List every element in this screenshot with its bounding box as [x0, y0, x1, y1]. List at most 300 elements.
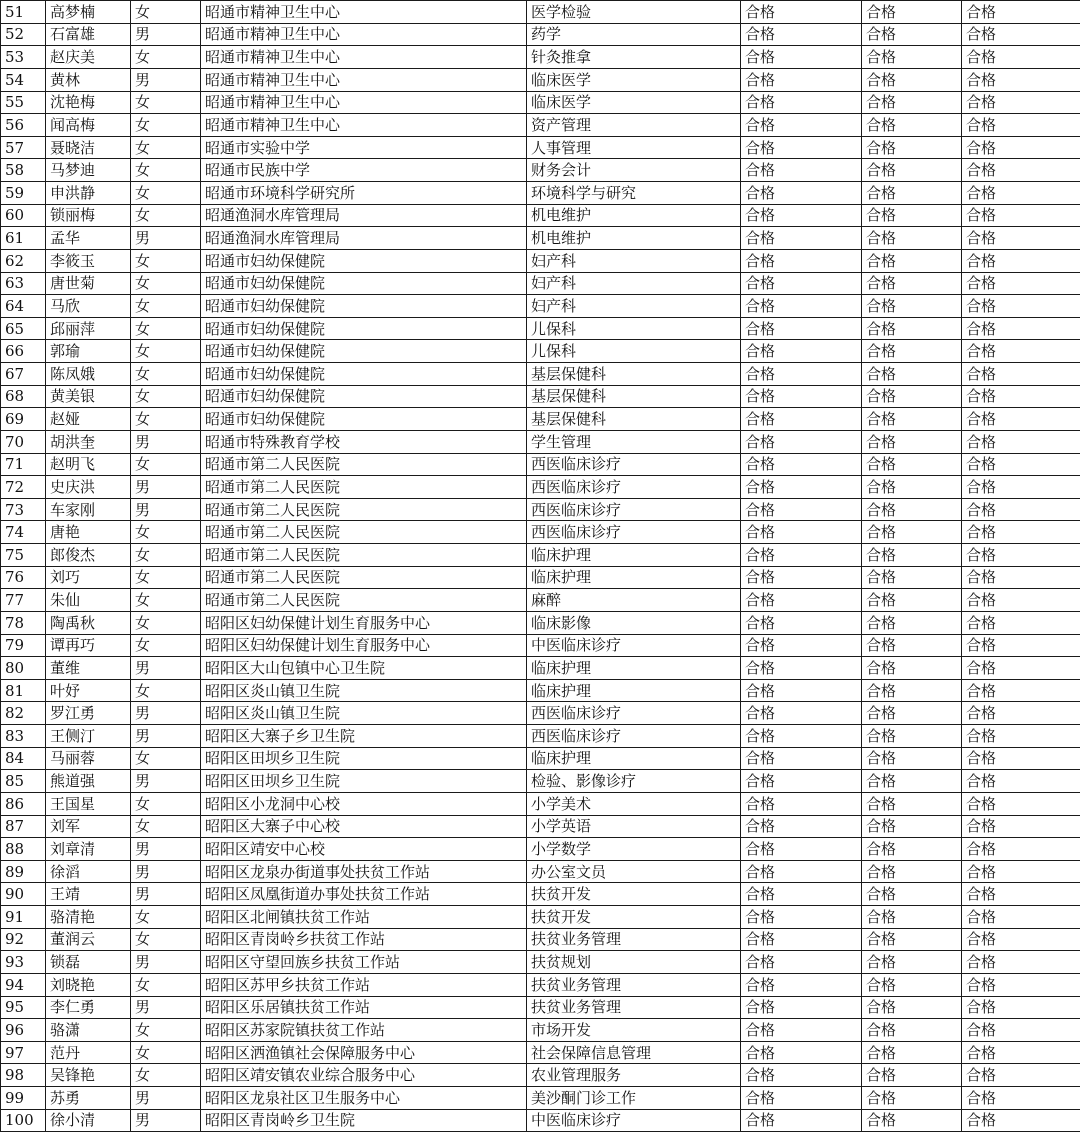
work-unit-cell: 昭通市第二人民医院 — [201, 566, 527, 589]
work-unit-cell: 昭通市民族中学 — [201, 159, 527, 182]
result-3-cell: 合格 — [962, 815, 1080, 838]
table-row — [1, 838, 1080, 861]
result-2-cell: 合格 — [862, 182, 962, 205]
result-3-cell: 合格 — [962, 1109, 1080, 1132]
row-number-cell: 73 — [1, 498, 46, 521]
table-row — [1, 611, 1080, 634]
row-number-cell: 94 — [1, 973, 46, 996]
work-unit-cell: 昭通市实验中学 — [201, 136, 527, 159]
result-3-cell: 合格 — [962, 1019, 1080, 1042]
name-cell: 徐小清 — [46, 1109, 131, 1132]
result-1-cell: 合格 — [741, 679, 862, 702]
name-cell: 唐艳 — [46, 521, 131, 544]
result-1-cell: 合格 — [741, 317, 862, 340]
row-number-cell: 100 — [1, 1109, 46, 1132]
result-3-cell: 合格 — [962, 611, 1080, 634]
name-cell: 马梦迪 — [46, 159, 131, 182]
gender-cell: 女 — [131, 928, 201, 951]
name-cell: 车家刚 — [46, 498, 131, 521]
row-number-cell: 85 — [1, 770, 46, 793]
row-number-cell: 52 — [1, 23, 46, 46]
name-cell: 胡洪奎 — [46, 430, 131, 453]
result-3-cell: 合格 — [962, 838, 1080, 861]
result-1-cell: 合格 — [741, 272, 862, 295]
result-1-cell: 合格 — [741, 1109, 862, 1132]
result-2-cell: 合格 — [862, 838, 962, 861]
result-1-cell: 合格 — [741, 747, 862, 770]
position-cell: 医学检验 — [527, 1, 741, 24]
result-3-cell: 合格 — [962, 747, 1080, 770]
position-cell: 临床护理 — [527, 657, 741, 680]
result-2-cell: 合格 — [862, 430, 962, 453]
result-2-cell: 合格 — [862, 408, 962, 431]
gender-cell: 女 — [131, 182, 201, 205]
result-2-cell: 合格 — [862, 159, 962, 182]
position-cell: 市场开发 — [527, 1019, 741, 1042]
table-row — [1, 182, 1080, 205]
result-1-cell: 合格 — [741, 1041, 862, 1064]
name-cell: 骆潇 — [46, 1019, 131, 1042]
result-2-cell: 合格 — [862, 204, 962, 227]
result-1-cell: 合格 — [741, 1019, 862, 1042]
row-number-cell: 78 — [1, 611, 46, 634]
result-3-cell: 合格 — [962, 227, 1080, 250]
result-1-cell: 合格 — [741, 23, 862, 46]
result-1-cell: 合格 — [741, 453, 862, 476]
row-number-cell: 63 — [1, 272, 46, 295]
name-cell: 王靖 — [46, 883, 131, 906]
table-row — [1, 363, 1080, 386]
position-cell: 临床护理 — [527, 747, 741, 770]
work-unit-cell: 昭通市妇幼保健院 — [201, 272, 527, 295]
table-row — [1, 498, 1080, 521]
position-cell: 小学美术 — [527, 792, 741, 815]
gender-cell: 女 — [131, 453, 201, 476]
result-1-cell: 合格 — [741, 973, 862, 996]
position-cell: 扶贫业务管理 — [527, 996, 741, 1019]
result-3-cell: 合格 — [962, 634, 1080, 657]
result-1-cell: 合格 — [741, 295, 862, 318]
gender-cell: 女 — [131, 544, 201, 567]
result-2-cell: 合格 — [862, 521, 962, 544]
result-2-cell: 合格 — [862, 860, 962, 883]
result-2-cell: 合格 — [862, 951, 962, 974]
result-3-cell: 合格 — [962, 114, 1080, 137]
row-number-cell: 84 — [1, 747, 46, 770]
result-1-cell: 合格 — [741, 1, 862, 24]
row-number-cell: 76 — [1, 566, 46, 589]
position-cell: 西医临床诊疗 — [527, 521, 741, 544]
work-unit-cell: 昭通市精神卫生中心 — [201, 68, 527, 91]
table-row — [1, 951, 1080, 974]
result-1-cell: 合格 — [741, 498, 862, 521]
name-cell: 邱丽萍 — [46, 317, 131, 340]
row-number-cell: 55 — [1, 91, 46, 114]
result-1-cell: 合格 — [741, 996, 862, 1019]
row-number-cell: 57 — [1, 136, 46, 159]
name-cell: 刘晓艳 — [46, 973, 131, 996]
result-2-cell: 合格 — [862, 227, 962, 250]
result-3-cell: 合格 — [962, 792, 1080, 815]
work-unit-cell: 昭通市精神卫生中心 — [201, 114, 527, 137]
name-cell: 吴锋艳 — [46, 1064, 131, 1087]
row-number-cell: 69 — [1, 408, 46, 431]
work-unit-cell: 昭通市妇幼保健院 — [201, 295, 527, 318]
table-row — [1, 1, 1080, 24]
result-1-cell: 合格 — [741, 770, 862, 793]
name-cell: 黄林 — [46, 68, 131, 91]
name-cell: 刘章清 — [46, 838, 131, 861]
result-1-cell: 合格 — [741, 363, 862, 386]
result-2-cell: 合格 — [862, 1041, 962, 1064]
result-3-cell: 合格 — [962, 91, 1080, 114]
row-number-cell: 90 — [1, 883, 46, 906]
work-unit-cell: 昭阳区妇幼保健计划生育服务中心 — [201, 611, 527, 634]
result-3-cell: 合格 — [962, 204, 1080, 227]
result-3-cell: 合格 — [962, 860, 1080, 883]
result-1-cell: 合格 — [741, 838, 862, 861]
work-unit-cell: 昭通市第二人民医院 — [201, 476, 527, 499]
position-cell: 临床护理 — [527, 566, 741, 589]
position-cell: 临床护理 — [527, 679, 741, 702]
table-row — [1, 1109, 1080, 1132]
name-cell: 黄美银 — [46, 385, 131, 408]
result-1-cell: 合格 — [741, 249, 862, 272]
position-cell: 扶贫业务管理 — [527, 928, 741, 951]
position-cell: 临床医学 — [527, 91, 741, 114]
name-cell: 闻高梅 — [46, 114, 131, 137]
table-row — [1, 860, 1080, 883]
position-cell: 西医临床诊疗 — [527, 702, 741, 725]
result-2-cell: 合格 — [862, 1019, 962, 1042]
result-2-cell: 合格 — [862, 272, 962, 295]
table-row — [1, 725, 1080, 748]
result-2-cell: 合格 — [862, 363, 962, 386]
table-row — [1, 928, 1080, 951]
work-unit-cell: 昭通市第二人民医院 — [201, 453, 527, 476]
result-2-cell: 合格 — [862, 973, 962, 996]
position-cell: 扶贫规划 — [527, 951, 741, 974]
table-row — [1, 566, 1080, 589]
table-row — [1, 68, 1080, 91]
gender-cell: 男 — [131, 725, 201, 748]
position-cell: 农业管理服务 — [527, 1064, 741, 1087]
work-unit-cell: 昭阳区大山包镇中心卫生院 — [201, 657, 527, 680]
table-row — [1, 408, 1080, 431]
name-cell: 王国星 — [46, 792, 131, 815]
gender-cell: 男 — [131, 860, 201, 883]
result-3-cell: 合格 — [962, 317, 1080, 340]
position-cell: 西医临床诊疗 — [527, 498, 741, 521]
result-2-cell: 合格 — [862, 46, 962, 69]
name-cell: 郎俊杰 — [46, 544, 131, 567]
result-1-cell: 合格 — [741, 227, 862, 250]
result-2-cell: 合格 — [862, 91, 962, 114]
work-unit-cell: 昭阳区青岗岭乡卫生院 — [201, 1109, 527, 1132]
position-cell: 小学数学 — [527, 838, 741, 861]
name-cell: 锁丽梅 — [46, 204, 131, 227]
table-row — [1, 1087, 1080, 1110]
result-1-cell: 合格 — [741, 46, 862, 69]
work-unit-cell: 昭阳区大寨子乡卫生院 — [201, 725, 527, 748]
position-cell: 机电维护 — [527, 204, 741, 227]
row-number-cell: 99 — [1, 1087, 46, 1110]
gender-cell: 女 — [131, 136, 201, 159]
position-cell: 社会保障信息管理 — [527, 1041, 741, 1064]
result-1-cell: 合格 — [741, 68, 862, 91]
name-cell: 申洪静 — [46, 182, 131, 205]
row-number-cell: 61 — [1, 227, 46, 250]
result-2-cell: 合格 — [862, 136, 962, 159]
name-cell: 刘巧 — [46, 566, 131, 589]
row-number-cell: 81 — [1, 679, 46, 702]
position-cell: 妇产科 — [527, 249, 741, 272]
gender-cell: 女 — [131, 815, 201, 838]
gender-cell: 女 — [131, 385, 201, 408]
row-number-cell: 68 — [1, 385, 46, 408]
result-3-cell: 合格 — [962, 544, 1080, 567]
table-row — [1, 770, 1080, 793]
gender-cell: 女 — [131, 521, 201, 544]
work-unit-cell: 昭通市精神卫生中心 — [201, 1, 527, 24]
table-row — [1, 544, 1080, 567]
result-1-cell: 合格 — [741, 159, 862, 182]
table-row — [1, 634, 1080, 657]
result-2-cell: 合格 — [862, 385, 962, 408]
name-cell: 聂晓洁 — [46, 136, 131, 159]
table-row — [1, 249, 1080, 272]
result-2-cell: 合格 — [862, 792, 962, 815]
name-cell: 锁磊 — [46, 951, 131, 974]
result-2-cell: 合格 — [862, 114, 962, 137]
result-2-cell: 合格 — [862, 996, 962, 1019]
result-1-cell: 合格 — [741, 521, 862, 544]
table-row — [1, 136, 1080, 159]
result-3-cell: 合格 — [962, 430, 1080, 453]
name-cell: 徐滔 — [46, 860, 131, 883]
table-row — [1, 114, 1080, 137]
result-1-cell: 合格 — [741, 476, 862, 499]
result-2-cell: 合格 — [862, 1087, 962, 1110]
work-unit-cell: 昭阳区凤凰街道办事处扶贫工作站 — [201, 883, 527, 906]
result-3-cell: 合格 — [962, 906, 1080, 929]
position-cell: 小学英语 — [527, 815, 741, 838]
table-row — [1, 589, 1080, 612]
row-number-cell: 54 — [1, 68, 46, 91]
position-cell: 办公室文员 — [527, 860, 741, 883]
name-cell: 陶禹秋 — [46, 611, 131, 634]
result-1-cell: 合格 — [741, 114, 862, 137]
gender-cell: 女 — [131, 634, 201, 657]
position-cell: 财务会计 — [527, 159, 741, 182]
result-1-cell: 合格 — [741, 815, 862, 838]
result-2-cell: 合格 — [862, 634, 962, 657]
work-unit-cell: 昭阳区苏甲乡扶贫工作站 — [201, 973, 527, 996]
name-cell: 骆清艳 — [46, 906, 131, 929]
gender-cell: 女 — [131, 1019, 201, 1042]
result-3-cell: 合格 — [962, 249, 1080, 272]
work-unit-cell: 昭阳区苏家院镇扶贫工作站 — [201, 1019, 527, 1042]
result-1-cell: 合格 — [741, 340, 862, 363]
result-3-cell: 合格 — [962, 453, 1080, 476]
result-1-cell: 合格 — [741, 91, 862, 114]
row-number-cell: 82 — [1, 702, 46, 725]
result-2-cell: 合格 — [862, 1064, 962, 1087]
work-unit-cell: 昭通市妇幼保健院 — [201, 363, 527, 386]
result-1-cell: 合格 — [741, 204, 862, 227]
result-1-cell: 合格 — [741, 566, 862, 589]
position-cell: 基层保健科 — [527, 408, 741, 431]
result-1-cell: 合格 — [741, 1087, 862, 1110]
result-2-cell: 合格 — [862, 1, 962, 24]
work-unit-cell: 昭阳区田坝乡卫生院 — [201, 770, 527, 793]
result-3-cell: 合格 — [962, 770, 1080, 793]
name-cell: 郭瑜 — [46, 340, 131, 363]
result-3-cell: 合格 — [962, 679, 1080, 702]
name-cell: 孟华 — [46, 227, 131, 250]
name-cell: 董维 — [46, 657, 131, 680]
gender-cell: 男 — [131, 838, 201, 861]
table-row — [1, 883, 1080, 906]
table-row — [1, 702, 1080, 725]
row-number-cell: 87 — [1, 815, 46, 838]
table-row — [1, 973, 1080, 996]
row-number-cell: 97 — [1, 1041, 46, 1064]
gender-cell: 女 — [131, 272, 201, 295]
gender-cell: 女 — [131, 317, 201, 340]
position-cell: 妇产科 — [527, 295, 741, 318]
position-cell: 环境科学与研究 — [527, 182, 741, 205]
position-cell: 美沙酮门诊工作 — [527, 1087, 741, 1110]
result-2-cell: 合格 — [862, 453, 962, 476]
result-2-cell: 合格 — [862, 702, 962, 725]
name-cell: 谭再巧 — [46, 634, 131, 657]
work-unit-cell: 昭通市妇幼保健院 — [201, 340, 527, 363]
name-cell: 赵庆美 — [46, 46, 131, 69]
gender-cell: 女 — [131, 1, 201, 24]
name-cell: 沈艳梅 — [46, 91, 131, 114]
result-2-cell: 合格 — [862, 611, 962, 634]
result-3-cell: 合格 — [962, 1087, 1080, 1110]
row-number-cell: 77 — [1, 589, 46, 612]
table-row — [1, 521, 1080, 544]
table-row — [1, 1041, 1080, 1064]
name-cell: 李筱玉 — [46, 249, 131, 272]
table-row — [1, 317, 1080, 340]
row-number-cell: 53 — [1, 46, 46, 69]
name-cell: 刘军 — [46, 815, 131, 838]
table-row — [1, 204, 1080, 227]
row-number-cell: 92 — [1, 928, 46, 951]
result-3-cell: 合格 — [962, 1064, 1080, 1087]
gender-cell: 女 — [131, 295, 201, 318]
result-1-cell: 合格 — [741, 883, 862, 906]
result-2-cell: 合格 — [862, 589, 962, 612]
work-unit-cell: 昭阳区小龙洞中心校 — [201, 792, 527, 815]
name-cell: 史庆洪 — [46, 476, 131, 499]
result-1-cell: 合格 — [741, 860, 862, 883]
result-1-cell: 合格 — [741, 136, 862, 159]
position-cell: 检验、影像诊疗 — [527, 770, 741, 793]
result-3-cell: 合格 — [962, 973, 1080, 996]
gender-cell: 女 — [131, 204, 201, 227]
result-2-cell: 合格 — [862, 770, 962, 793]
table-row — [1, 46, 1080, 69]
row-number-cell: 88 — [1, 838, 46, 861]
work-unit-cell: 昭通渔洞水库管理局 — [201, 204, 527, 227]
table-row — [1, 747, 1080, 770]
result-2-cell: 合格 — [862, 1109, 962, 1132]
row-number-cell: 83 — [1, 725, 46, 748]
result-2-cell: 合格 — [862, 295, 962, 318]
row-number-cell: 71 — [1, 453, 46, 476]
gender-cell: 女 — [131, 159, 201, 182]
work-unit-cell: 昭阳区炎山镇卫生院 — [201, 679, 527, 702]
row-number-cell: 56 — [1, 114, 46, 137]
name-cell: 王侧汀 — [46, 725, 131, 748]
result-3-cell: 合格 — [962, 498, 1080, 521]
position-cell: 药学 — [527, 23, 741, 46]
result-1-cell: 合格 — [741, 544, 862, 567]
result-2-cell: 合格 — [862, 815, 962, 838]
name-cell: 马欣 — [46, 295, 131, 318]
gender-cell: 女 — [131, 340, 201, 363]
result-1-cell: 合格 — [741, 1064, 862, 1087]
work-unit-cell: 昭通市妇幼保健院 — [201, 317, 527, 340]
gender-cell: 女 — [131, 973, 201, 996]
position-cell: 学生管理 — [527, 430, 741, 453]
gender-cell: 男 — [131, 23, 201, 46]
gender-cell: 女 — [131, 747, 201, 770]
table-row — [1, 1064, 1080, 1087]
result-3-cell: 合格 — [962, 385, 1080, 408]
result-1-cell: 合格 — [741, 385, 862, 408]
position-cell: 儿保科 — [527, 340, 741, 363]
work-unit-cell: 昭阳区乐居镇扶贫工作站 — [201, 996, 527, 1019]
work-unit-cell: 昭通市妇幼保健院 — [201, 408, 527, 431]
work-unit-cell: 昭阳区龙泉办街道事处扶贫工作站 — [201, 860, 527, 883]
position-cell: 扶贫开发 — [527, 906, 741, 929]
position-cell: 临床医学 — [527, 68, 741, 91]
result-2-cell: 合格 — [862, 340, 962, 363]
row-number-cell: 96 — [1, 1019, 46, 1042]
row-number-cell: 86 — [1, 792, 46, 815]
name-cell: 石富雄 — [46, 23, 131, 46]
work-unit-cell: 昭通市精神卫生中心 — [201, 91, 527, 114]
table-row — [1, 996, 1080, 1019]
name-cell: 苏勇 — [46, 1087, 131, 1110]
result-3-cell: 合格 — [962, 23, 1080, 46]
work-unit-cell: 昭通市精神卫生中心 — [201, 46, 527, 69]
table-row — [1, 385, 1080, 408]
work-unit-cell: 昭通市妇幼保健院 — [201, 385, 527, 408]
gender-cell: 男 — [131, 996, 201, 1019]
result-2-cell: 合格 — [862, 317, 962, 340]
result-2-cell: 合格 — [862, 679, 962, 702]
gender-cell: 男 — [131, 430, 201, 453]
result-2-cell: 合格 — [862, 928, 962, 951]
result-3-cell: 合格 — [962, 136, 1080, 159]
gender-cell: 女 — [131, 114, 201, 137]
row-number-cell: 80 — [1, 657, 46, 680]
work-unit-cell: 昭通市第二人民医院 — [201, 589, 527, 612]
result-1-cell: 合格 — [741, 657, 862, 680]
row-number-cell: 58 — [1, 159, 46, 182]
result-1-cell: 合格 — [741, 951, 862, 974]
row-number-cell: 62 — [1, 249, 46, 272]
result-2-cell: 合格 — [862, 544, 962, 567]
result-2-cell: 合格 — [862, 747, 962, 770]
